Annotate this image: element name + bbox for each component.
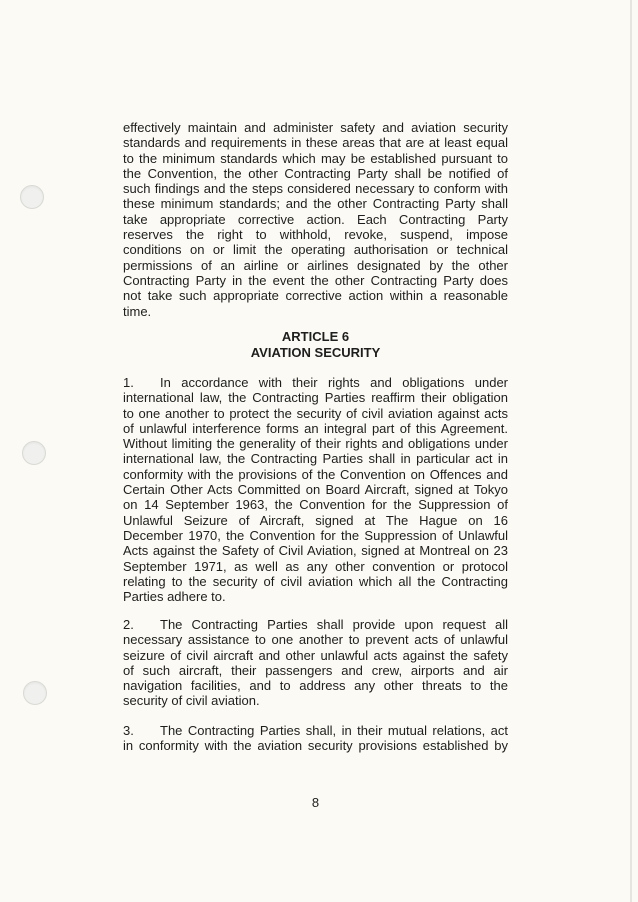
text-line: to the minimum standards which may be established pursuant to [123,150,508,166]
text-line: December 1970, the Convention for the Suppression of Unlawful [123,527,508,543]
text-line: of such aircraft, their passengers and crew, airports and air [123,662,508,678]
punch-hole [20,185,44,209]
text-line: international law, the Contracting Parties shall in particular act in [123,451,508,467]
text-line: not take such appropriate corrective action within a reasonable [123,288,508,304]
text-line: permissions of an airline or airlines designated by the other [123,257,508,273]
text-line: The Contracting Parties shall, in their mutual relations, act [160,723,508,738]
continuation-paragraph [123,120,508,319]
punch-hole [22,441,46,465]
text-line: effectively maintain and administer safety and aviation security [123,120,508,135]
text-line: necessary assistance to one another to prevent acts of unlawful [123,632,508,648]
clause-first-line [123,617,508,632]
text-line: Unlawful Seizure of Aircraft, signed at The Hague on 16 [123,512,508,528]
text-line: conformity with the provisions of the Convention on Offences and [123,466,508,482]
text-line: Certain Other Acts Committed on Board Aircraft, signed at Tokyo [123,482,508,498]
clause-number: 1. [123,375,134,390]
article-heading-block [123,329,508,361]
clause-number: 2. [123,617,134,632]
article-title: AVIATION SECURITY [250,345,381,360]
clause-number: 3. [123,723,134,738]
text-line: Without limiting the generality of their rights and obligations under [123,436,508,452]
text-line: The Contracting Parties shall provide upon request all [160,617,508,632]
text-line: standards and requirements in these areas that are at least equal [123,135,508,151]
text-line: time. [123,303,152,319]
text-line: of unlawful interference forms an integral part of this Agreement. [123,420,508,436]
text-line: international law, the Contracting Parties reaffirm their obligation [123,390,508,406]
clause-first-line [123,375,508,390]
clause-1 [123,375,508,604]
text-line: security of civil aviation. [123,693,260,709]
text-line: in conformity with the aviation security provisions established by [123,738,508,754]
text-line: to one another to protect the security of civil aviation against acts [123,405,508,421]
text-line: In accordance with their rights and obligations under [160,375,508,390]
article-number: ARTICLE 6 [281,329,350,344]
text-line: conditions on or limit the operating authorisation or technical [123,242,508,258]
text-line: Contracting Party in the event the other Contracting Party does [123,272,508,288]
text-line: these minimum standards; and the other Contracting Party shall [123,196,508,212]
text-line: reserves the right to withhold, revoke, suspend, impose [123,227,508,243]
text-line: such findings and the steps considered necessary to conform with [123,181,508,197]
clause-2 [123,617,508,709]
clause-first-line [123,723,508,738]
clause-3 [123,723,508,754]
text-line: Acts against the Safety of Civil Aviation, signed at Montreal on 23 [123,543,508,559]
page-number: 8 [311,795,320,810]
text-line: navigation facilities, and to address any other threats to the [123,678,508,694]
text-line: seizure of civil aircraft and other unlawful acts against the safety [123,647,508,663]
text-line: the Convention, the other Contracting Party shall be notified of [123,165,508,181]
text-line: Parties adhere to. [123,589,226,605]
punch-hole [23,681,47,705]
page-edge [630,0,632,902]
text-line: take appropriate corrective action. Each Contracting Party [123,211,508,227]
text-line: on 14 September 1963, the Convention for the Suppression of [123,497,508,513]
text-line: September 1971, as well as any other convention or protocol [123,558,508,574]
text-line: relating to the security of civil aviation which all the Contracting [123,573,508,589]
